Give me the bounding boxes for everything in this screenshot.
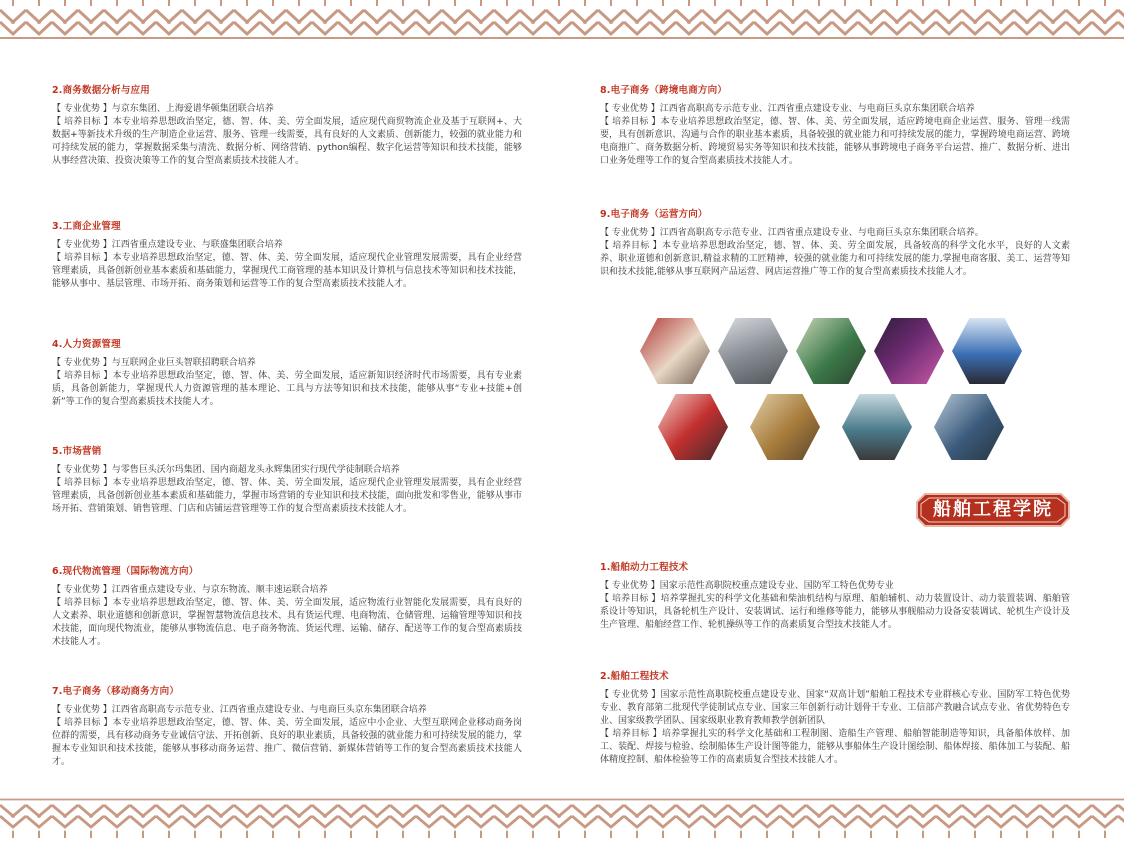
program-advantage: 【 专业优势 】江西省高职高专示范专业、江西省重点建设专业、与电商巨头京东集团联合培养 xyxy=(600,104,975,114)
warehouse-photo xyxy=(750,394,820,460)
program-goal: 【 培养目标 】培养掌握扎实的科学文化基础和工程制图、造船生产管理、船舶智能制造等知识，具备船体放样、加工、装配、焊接与检验、绘制船体生产设计图等能力，能够从事船体生产设计图绘制、船体焊接、船体加工与装配、船体精度控制、船体检验等工作的高素质复合型技术技能人才。 xyxy=(600,729,1070,765)
section-heading: 2.商务数据分析与应用 xyxy=(52,85,150,96)
program-section xyxy=(52,685,522,769)
classroom-photo xyxy=(640,318,710,384)
college-title: 船舶工程学院 xyxy=(933,499,1053,520)
program-goal: 【 培养目标 】本专业培养思想政治坚定，德、智、体、美、劳全面发展，适应物流行业智能化发展需要，具有良好的人文素养、职业道德和创新意识，掌握智慧物流信息技术、具有货运代理、电商物流、仓储管理、运输管理等知识和技术技能，面向现代物流业，能够从事物流信息、电子商务物流、货运代理、运输、储存、配送等工作的复合型高素质技术技能人才。 xyxy=(52,598,522,647)
program-goal: 【 培养目标 】本专业培养思想政治坚定，德、智、体、美、劳全面发展，适应现代企业管理发展需要，具有企业经营管理素质，具备创新创业基本素质和基础能力，掌握现代工商管理的基本知识及计算机与信息技术等知识和技术技能，能够从事中、基层管理、市场开拓、商务策划和运营等工作的复合型高素质技术技能人才。 xyxy=(52,253,522,289)
stage-event-photo xyxy=(874,318,944,384)
program-section xyxy=(600,670,1070,767)
program-section xyxy=(52,445,522,516)
program-goal: 【 培养目标 】本专业培养思想政治坚定，德、智、体、美、劳全面发展，适应现代商贸物流企业及基于互联网+、大数据+等新技术升级的生产制造企业运营、服务、管理一线需要，具有良好的人文素质、创新能力，较强的就业能力和可持续发展的能力，掌握数据采集与清洗、数据分析、网络营销、python编程、数字化运营等知识和技术技能，能够从事经营决策、投资决策等工作的复合型高素质技术技能人才。 xyxy=(52,117,522,166)
program-advantage: 【 专业优势 】江西省重点建设专业、与联盛集团联合培养 xyxy=(52,240,283,250)
program-advantage: 【 专业优势 】国家示范性高职院校重点建设专业、国防军工特色优势专业 xyxy=(600,581,894,591)
program-section xyxy=(52,338,522,409)
program-section xyxy=(52,565,522,649)
top-pattern-border xyxy=(0,0,1124,44)
livestream-photo xyxy=(658,394,728,460)
program-advantage: 【 专业优势 】国家示范性高职院校重点建设专业、国家“双高计划”船舶工程技术专业群核心专业、国防军工特色优势专业、教育部第二批现代学徒制试点专业、国家三年创新行动计划骨干专业、工信部产教融合试点专业、省优势特色专业、国家级教学团队、国家级职业教育教师教学创新团队 xyxy=(600,690,1070,726)
lab-equipment-photo xyxy=(796,318,866,384)
section-heading: 3.工商企业管理 xyxy=(52,221,121,232)
section-heading: 4.人力资源管理 xyxy=(52,339,121,350)
program-section xyxy=(600,561,1070,632)
program-goal: 【 培养目标 】本专业培养思想政治坚定，德、智、体、美、劳全面发展，适应中小企业、大型互联网企业移动商务岗位群的需要，具有移动商务专业诚信守法、开拓创新、良好的职业素质，具备较强的就业能力和可持续发展的能力，掌握本专业知识和技术技能，能够从事移动商务运营、推广、微信营销、新媒体营销等工作的复合型高素质技术技能人才。 xyxy=(52,718,522,767)
program-section xyxy=(600,84,1070,168)
section-heading: 8.电子商务（跨境电商方向） xyxy=(600,85,728,96)
program-advantage: 【 专业优势 】与互联网企业巨头智联招聘联合培养 xyxy=(52,358,256,368)
outdoor-group-photo xyxy=(842,394,912,460)
section-heading: 9.电子商务（运营方向） xyxy=(600,209,708,220)
program-advantage: 【 专业优势 】与京东集团、上海爱谱华顿集团联合培养 xyxy=(52,104,274,114)
program-section xyxy=(52,84,522,168)
program-advantage: 【 专业优势 】江西省高职高专示范专业、江西省重点建设专业、与电商巨头京东集团联合培养 xyxy=(52,705,427,715)
section-heading: 2.船舶工程技术 xyxy=(600,671,669,682)
program-goal: 【 培养目标 】本专业培养思想政治坚定，德、智、体、美、劳全面发展，适应现代企业管理发展需要，具有企业经营管理素质，具备创新创业基本素质和基础能力，掌握市场营销的专业知识和技术技能，面向批发和零售业，能够从事市场开拓、营销策划、销售管理、门店和店铺运营管理等工作的复合型高素质技术技能人才。 xyxy=(52,478,522,514)
group-banner-photo xyxy=(952,318,1022,384)
program-goal: 【 培养目标 】本专业培养思想政治坚定，德、智、体、美、劳全面发展，适应跨境电商企业运营、服务、管理一线需要，具有创新意识、沟通与合作的职业基本素质，具备较强的就业能力和可持续发展的能力，掌握跨境电商运营、跨境电商推广、商务数据分析、跨境贸易实务等知识和技术技能，能够从事跨境电子商务平台运营、推广、数据分析、进出口业务处理等工作的复合型高素质技术技能人才。 xyxy=(600,117,1070,166)
section-heading: 7.电子商务（移动商务方向） xyxy=(52,686,180,697)
students-hall-photo xyxy=(718,318,788,384)
program-goal: 【 培养目标 】培养掌握扎实的科学文化基础和柴油机结构与原理、船舶辅机、动力装置设计、动力装置装调、船舶管系设计等知识，具备轮机生产设计、安装调试、运行和维修等能力，能够从事舰船动力设备安装调试、轮机生产设计及生产管理、船舶经营工作、轮机操纵等工作的高素质复合型技术技能人才。 xyxy=(600,594,1070,630)
program-advantage: 【 专业优势 】江西省重点建设专业、与京东物流、顺丰速运联合培养 xyxy=(52,585,328,595)
program-goal: 【 培养目标 】本专业培养思想政治坚定，德、智、体、美、劳全面发展，具备较高的科学文化水平，良好的人文素养、职业道德和创新意识,精益求精的工匠精神，较强的就业能力和可持续发展的能力,掌握电商客服、美工、运营等知识和技术技能,能够从事互联网产品运营、网店运营推广等工作的复合型高素质技术技能人才。 xyxy=(600,241,1070,277)
bottom-pattern-border xyxy=(0,794,1124,838)
program-advantage: 【 专业优势 】江西省高职高专示范专业、江西省重点建设专业、与电商巨头京东集团联合培养。 xyxy=(600,228,984,238)
section-heading: 5.市场营销 xyxy=(52,446,102,457)
section-heading: 1.船舶动力工程技术 xyxy=(600,562,689,573)
section-heading: 6.现代物流管理（国际物流方向） xyxy=(52,566,199,577)
program-advantage: 【 专业优势 】与零售巨头沃尔玛集团、国内商超龙头永辉集团实行现代学徒制联合培养 xyxy=(52,465,400,475)
college-badge xyxy=(915,492,1071,528)
program-section xyxy=(600,208,1070,279)
program-section xyxy=(52,220,522,291)
photo-collage xyxy=(640,318,1040,468)
program-goal: 【 培养目标 】本专业培养思想政治坚定，德、智、体、美、劳全面发展，适应新知识经济时代市场需要，具有专业素质，具备创新能力，掌握现代人力资源管理的基本理论、工具与方法等知识和技术技能，能够从事“专业+技能+创新”等工作的复合型高素质技术技能人才。 xyxy=(52,371,522,407)
